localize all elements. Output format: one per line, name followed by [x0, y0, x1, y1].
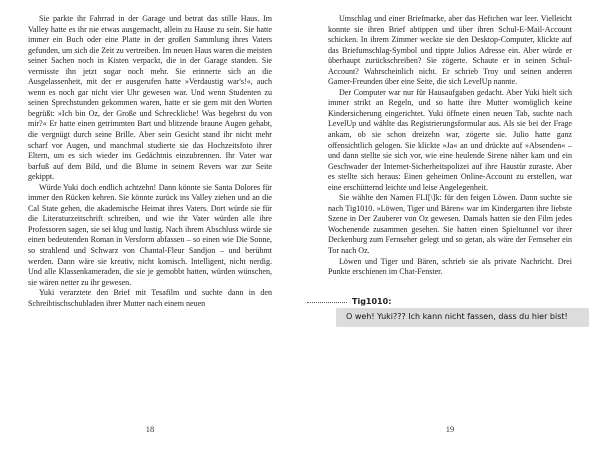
paragraph: Umschlag und einer Briefmarke, aber das Heftchen war leer. Vielleicht konnte sie ihren Brief abtippen und über ihren Schul-E-Mail-Account schicken. In ihrem Zimmer weckte sie den Desktop-Computer, klickte auf das Briefumschlag-Symbol und tippte Julios Adresse ein. Aber würde er überhaupt zurückschreiben? Sie zögerte. Schaute er in seinen Schul-Account? Wahrscheinlich nicht. Er schrieb Troy und seinen anderen Gamer-Freunden über eine Seite, die sich LevelUp nannte. — [328, 14, 572, 87]
paragraph: Yuki verarztete den Brief mit Tesafilm und suchte dann in den Schreibtischschubladen ihrer Mutter nach einem neuen — [28, 288, 272, 308]
typing-dots — [307, 302, 347, 303]
page-number-right: 19 — [445, 424, 455, 434]
chat-bubble — [336, 308, 589, 327]
right-page — [328, 14, 572, 278]
paragraph: Sie parkte ihr Fahrrad in der Garage und betrat das stille Haus. Im Valley hatte es ihr nie etwas ausgemacht, allein zu Hause zu sein. Sie hatte immer ein Buch oder eine Platte in der großen Sammlung ihres Vaters gefunden, um sich die Zeit zu vertreiben. Im neuen Haus waren die meisten seiner Sachen noch in Kisten verpackt, die in der Garage standen. Sie vermisste ihn jetzt sogar noch mehr. Sie erinnerte sich an die Ausgelassenheit, mit der er ausgerufen hatte »Verdaustig war's!«, auch wenn es noch gar nicht vier Uhr gewesen war. Und wenn Studenten zu seinen Sprechstunden gekommen waren, hatte er sie gern mit den Worten begrüßt: »Ich bin Oz, der Große und Schreckliche! Was begehrst du von mir?« Er hatte einen getrimmten Bart und blitzende braune Augen gehabt, die vergnügt durch seine Brille. Aber sein Gesicht stand ihr nicht mehr scharf vor Augen, und manchmal studierte sie das Hochzeitsfoto ihrer Eltern, um es sich wieder ins Gedächtnis einzubrennen. Ihr Vater war barfuß auf dem Bild, und die Blume in seinem Revers war zur Seite gekippt. — [28, 14, 272, 182]
paragraph: Löwen und Tiger und Bären, schrieb sie als private Nachricht. Drei Punkte erschienen im Chat-Fenster. — [328, 256, 572, 277]
left-page — [28, 14, 272, 309]
page-number-left: 18 — [145, 424, 155, 434]
chat-username: Tig1010: — [352, 297, 392, 306]
paragraph: Sie wählte den Namen FLI[\]k: für den feigen Löwen. Dann suchte sie nach Tig1010. »Löwen, Tiger und Bären« war im Kindergarten ihre liebste Szene in Der Zauberer von Oz gewesen. Damals hatten sie den Film jedes Wochenende zusammen gesehen. Sie hatten einen Spieltunnel vor ihrer Deckenburg zum Fernseher gelegt und so getan, als wäre der Fernseher ein Tor nach Oz. — [328, 193, 572, 256]
paragraph: Der Computer war nur für Hausaufgaben gedacht. Aber Yuki hielt sich immer strikt an Regeln, und so hatte ihre Mutter womöglich keine Kindersicherung eingerichtet. Yuki öffnete einen neuen Tab, suchte nach LevelUp und wählte das Registrierungsformular aus. Als sie bei der Frage ankam, ob sie schon dreizehn war, zögerte sie. Julio hatte ganz offensichtlich gelogen. Sie klickte »Ja« an und drückte auf »Absenden« – und dann stellte sie sich vor, wie eine heulende Sirene näher kam und ein Geschwader der Internet-Sicherheitspolizei auf ihre Haustür zuraste. Aber es stellte sich heraus: Einen geheimen Online-Account zu erstellen, war eine erschütternd leichte und leise Angelegenheit. — [328, 87, 572, 192]
paragraph: Würde Yuki doch endlich achtzehn! Dann könnte sie Santa Dolores für immer den Rücken kehren. Sie könnte zurück ins Valley ziehen und an die Cal State gehen, die akademische Heimat ihres Vaters. Dort würde sie für die Literaturzeitschrift schreiben, und wie ihr Vater würden alle ihre Professoren sagen, sie sei klug und lustig. Nach ihrem Abschluss würde sie einen bedeutenden Roman in Versform abfassen – so einen wie Die Sonne, so strahlend und Schwarz von Chantal-Fleur Sandjon – und berühmt werden. Dann wäre sie kreativ, nicht komisch. Intelligent, nicht nerdig. Und alle Klassenkameraden, die sie je gemobbt hatten, würden wünschen, sie wären netter zu ihr gewesen. — [28, 182, 272, 287]
chat-text: O weh! Yuki??? Ich kann nicht fassen, dass du hier bist! — [346, 312, 568, 321]
